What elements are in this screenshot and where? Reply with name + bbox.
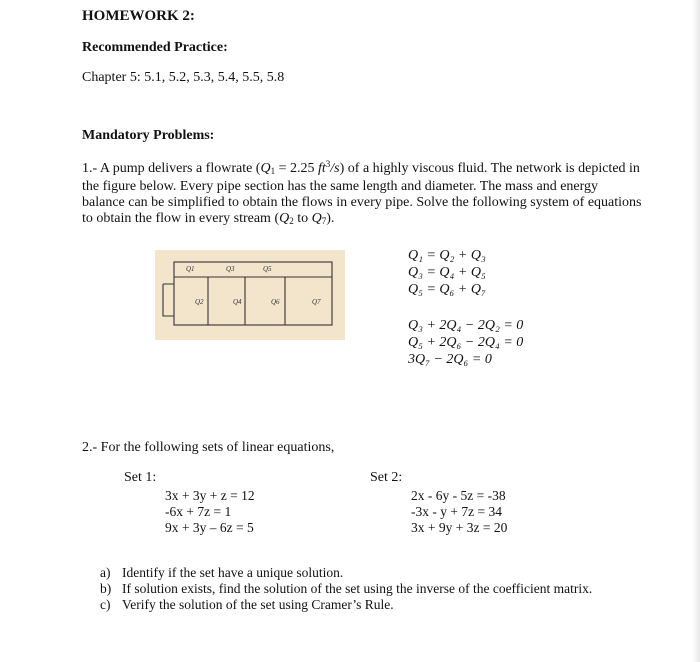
equation-mass-balance-3: Q₅ = Q₆ + Q₇	[408, 282, 486, 297]
list-item	[100, 581, 592, 597]
q2-symbol: Q	[279, 211, 290, 226]
set-1-eq-3: 9x + 3y – 6z = 5	[165, 520, 254, 535]
figure-label-q6: Q6	[271, 298, 280, 306]
question-letter: b)	[100, 581, 112, 596]
figure-label-q1: Q1	[186, 265, 195, 273]
q1-symbol: Q	[260, 161, 271, 176]
recommended-practice-title: Recommended Practice:	[82, 40, 228, 55]
problem-1-number: 1.-	[82, 161, 98, 176]
equation-energy-balance-1: Q₃ + 2Q₄ − 2Q₂ = 0	[408, 318, 524, 333]
question-letter: a)	[100, 565, 111, 580]
set-1-eq-2: -6x + 7z = 1	[165, 504, 232, 519]
problem-1-part: ).	[326, 211, 335, 226]
set-1-eq-1: 3x + 3y + z = 12	[165, 488, 255, 503]
question-list	[100, 565, 592, 613]
q7-symbol: Q	[311, 211, 322, 226]
set-2-eq-3: 3x + 9y + 3z = 20	[411, 520, 508, 535]
figure-label-q3: Q3	[226, 265, 235, 273]
mandatory-problems-title: Mandatory Problems:	[82, 128, 215, 143]
set-2-label: Set 2:	[370, 470, 403, 485]
chapter-list: Chapter 5: 5.1, 5.2, 5.3, 5.4, 5.5, 5.8	[82, 70, 285, 85]
pipe-network-figure	[155, 250, 345, 340]
problem-1-text	[82, 156, 642, 229]
figure-label-q7: Q7	[312, 298, 321, 306]
flow-unit-tail: /s	[330, 161, 340, 176]
q2-subscript: 2	[289, 216, 294, 226]
homework-title: HOMEWORK 2:	[82, 8, 195, 24]
question-text: Identify if the set have a unique solution.	[122, 565, 344, 580]
question-text: If solution exists, find the solution of the set using the inverse of the coefficient matrix.	[122, 581, 593, 596]
figure-label-q5: Q5	[263, 265, 272, 273]
equation-mass-balance-2: Q₃ = Q₄ + Q₅	[408, 265, 486, 280]
equation-energy-balance-2: Q₅ + 2Q₆ − 2Q₄ = 0	[408, 335, 524, 350]
page-edge-shadow	[692, 0, 700, 662]
problem-1-part: A pump delivers a flowrate (	[97, 161, 261, 176]
set-2-eq-1: 2x - 6y - 5z = -38	[411, 488, 506, 503]
equation-mass-balance-1: Q₁ = Q₂ + Q₃	[408, 248, 486, 263]
figure-label-q4: Q4	[233, 298, 242, 306]
problem-1-part: ) of a highly viscous fluid. The network is depicted in the figure below. Every pipe section has the same length and diameter. The mass and energy balance can be simplified to obtain the flows in every pipe. Solve the following system of equations to obtain the flow in every stream (	[82, 161, 642, 226]
equation-energy-balance-3: 3Q₇ − 2Q₆ = 0	[408, 352, 492, 367]
problem-1-part: to	[293, 211, 312, 226]
figure-background	[155, 250, 345, 340]
flow-unit-exponent: 3	[325, 159, 331, 169]
q1-subscript: 1	[270, 166, 276, 176]
question-text: Verify the solution of the set using Cramer’s Rule.	[122, 597, 394, 612]
set-1-label: Set 1:	[124, 470, 157, 485]
q7-subscript: 7	[321, 216, 327, 226]
question-letter: c)	[100, 597, 111, 612]
list-item	[100, 597, 592, 613]
problem-2-intro: 2.- For the following sets of linear equations,	[82, 440, 335, 455]
set-2-eq-2: -3x - y + 7z = 34	[411, 504, 502, 519]
flow-unit: ft	[318, 161, 326, 176]
figure-label-q2: Q2	[195, 298, 204, 306]
list-item	[100, 565, 592, 581]
problem-1-part: = 2.25	[275, 161, 318, 176]
